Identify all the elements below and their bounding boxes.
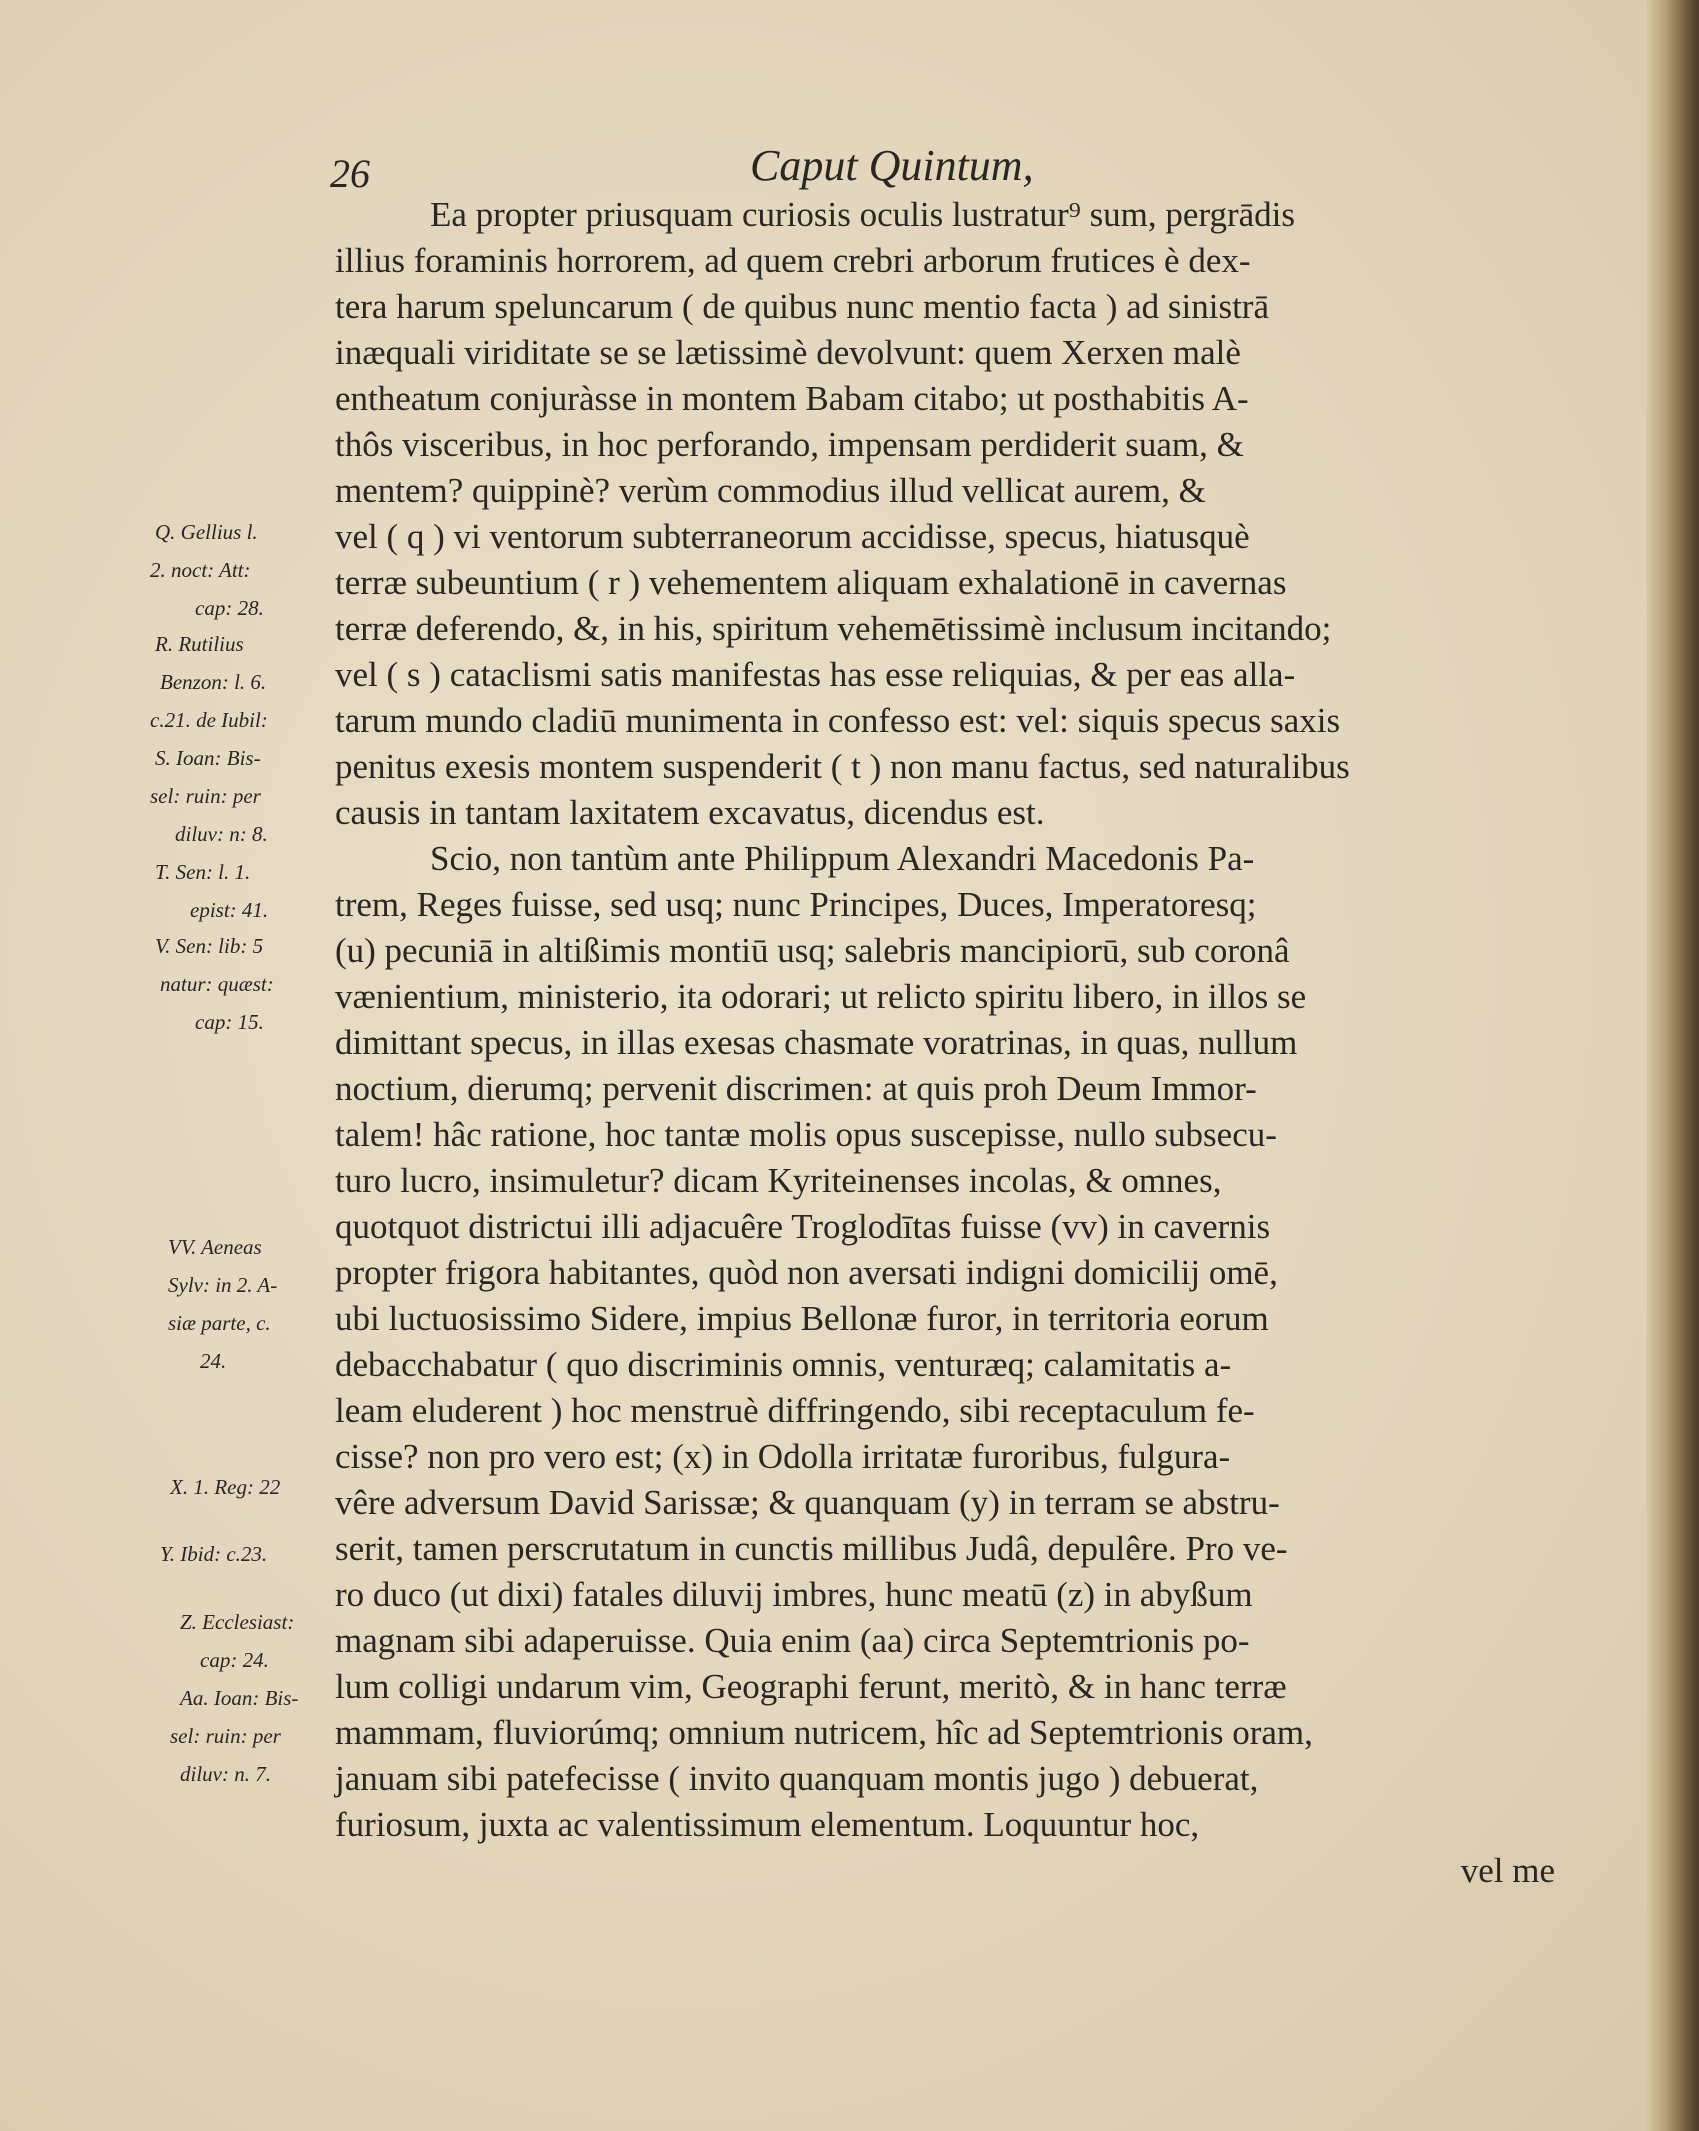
margin-note: R. Rutilius [155, 632, 244, 656]
margin-note: S. Ioan: Bis- [155, 746, 261, 770]
margin-note: Y. Ibid: c.23. [160, 1542, 268, 1566]
text-line: tarum mundo cladiū munimenta in confesso est: vel: siquis specus saxis [335, 701, 1341, 740]
text-line: vænientium, ministerio, ita odorari; ut relicto spiritu libero, in illos se [335, 977, 1307, 1016]
margin-note: diluv: n: 8. [175, 822, 268, 846]
margin-note: cap: 15. [195, 1010, 264, 1034]
margin-note: Benzon: l. 6. [160, 670, 267, 694]
text-line: magnam sibi adaperuisse. Quia enim (aa) circa Septemtrionis po- [335, 1621, 1250, 1660]
margin-note: epist: 41. [190, 898, 269, 922]
text-line: thôs visceribus, in hoc perforando, impensam perdiderit suam, & [335, 425, 1244, 464]
text-line: causis in tantam laxitatem excavatus, dicendus est. [335, 793, 1045, 832]
text-line: lum colligi undarum vim, Geographi ferunt, meritò, & in hanc terræ [335, 1667, 1287, 1706]
text-line: vêre adversum David Sarissæ; & quanquam (y) in terram se abstru- [335, 1483, 1280, 1522]
text-line: furiosum, juxta ac valentissimum elementum. Loquuntur hoc, [335, 1805, 1200, 1844]
text-line: Scio, non tantùm ante Philippum Alexandri Macedonis Pa- [430, 839, 1255, 878]
text-line: entheatum conjuràsse in montem Babam citabo; ut posthabitis A- [335, 379, 1249, 418]
text-line: tera harum speluncarum ( de quibus nunc mentio facta ) ad sinistrā [335, 287, 1269, 326]
margin-note: natur: quæst: [160, 972, 274, 996]
text-line: cisse? non pro vero est; (x) in Odolla irritatæ furoribus, fulgura- [335, 1437, 1231, 1476]
margin-note: Q. Gellius l. [155, 520, 258, 544]
text-line: terræ subeuntium ( r ) vehementem aliquam exhalationē in cavernas [335, 563, 1287, 602]
text-line: ubi luctuosissimo Sidere, impius Bellonæ furor, in territoria eorum [335, 1299, 1269, 1338]
text-line: vel ( q ) vi ventorum subterraneorum accidisse, specus, hiatusquè [335, 517, 1250, 556]
text-line: ro duco (ut dixi) fatales diluvij imbres, hunc meatū (z) in abyßum [335, 1575, 1253, 1614]
margin-note: V. Sen: lib: 5 [155, 934, 264, 958]
margin-note: 24. [200, 1349, 227, 1373]
text-line: penitus exesis montem suspenderit ( t ) non manu factus, sed naturalibus [335, 747, 1350, 786]
book-spine-edge [1647, 0, 1699, 2131]
margin-note: diluv: n. 7. [180, 1762, 271, 1786]
text-line: terræ deferendo, &, in his, spiritum vehemētissimè inclusum incitando; [335, 609, 1332, 648]
body-text [335, 192, 1565, 1894]
text-line: mentem? quippinè? verùm commodius illud vellicat aurem, & [335, 471, 1206, 510]
text-line: mammam, fluviorúmq; omnium nutricem, hîc ad Septemtrionis oram, [335, 1713, 1313, 1752]
text-line: quotquot districtui illi adjacuêre Troglodītas fuisse (vv) in cavernis [335, 1207, 1271, 1246]
page-number: 26 [330, 151, 370, 196]
text-line: talem! hâc ratione, hoc tantæ molis opus suscepisse, nullo subsecu- [335, 1115, 1277, 1154]
catchword: vel me [1460, 1851, 1555, 1890]
margin-note: c.21. de Iubil: [150, 708, 268, 732]
text-line: debacchabatur ( quo discriminis omnis, venturæq; calamitatis a- [335, 1345, 1232, 1384]
margin-note: cap: 28. [195, 596, 264, 620]
running-head: Caput Quintum, [750, 141, 1034, 190]
margin-note: cap: 24. [200, 1648, 269, 1672]
text-line: Ea propter priusquam curiosis oculis lustratur⁹ sum, pergrādis [430, 195, 1296, 234]
margin-note: Z. Ecclesiast: [180, 1610, 295, 1634]
text-line: propter frigora habitantes, quòd non aversati indigni domicilij omē, [335, 1253, 1278, 1292]
margin-note: siæ parte, c. [168, 1311, 271, 1335]
margin-note: sel: ruin: per [150, 784, 261, 808]
text-line: leam eluderent ) hoc menstruè diffringendo, sibi receptaculum fe- [335, 1391, 1255, 1430]
text-line: illius foraminis horrorem, ad quem crebri arborum frutices è dex- [335, 241, 1251, 280]
margin-note: X. 1. Reg: 22 [170, 1475, 281, 1499]
text-line: trem, Reges fuisse, sed usq; nunc Principes, Duces, Imperatoresq; [335, 885, 1257, 924]
text-line: (u) pecuniā in altißimis montiū usq; salebris mancipiorū, sub coronâ [335, 931, 1290, 970]
margin-note: T. Sen: l. 1. [155, 860, 251, 884]
margin-note: 2. noct: Att: [150, 558, 251, 582]
margin-note: Sylv: in 2. A- [168, 1273, 278, 1297]
text-line: dimittant specus, in illas exesas chasmate voratrinas, in quas, nullum [335, 1023, 1298, 1062]
margin-note: sel: ruin: per [170, 1724, 281, 1748]
text-line: inæquali viriditate se se lætissimè devolvunt: quem Xerxen malè [335, 333, 1241, 372]
margin-note: VV. Aeneas [168, 1235, 262, 1259]
text-line: serit, tamen perscrutatum in cunctis millibus Judâ, depulêre. Pro ve- [335, 1529, 1288, 1568]
text-line: januam sibi patefecisse ( invito quanquam montis jugo ) debuerat, [335, 1759, 1259, 1798]
text-line: noctium, dierumq; pervenit discrimen: at quis proh Deum Immor- [335, 1069, 1257, 1108]
text-line: turo lucro, insimuletur? dicam Kyriteinenses incolas, & omnes, [335, 1161, 1222, 1200]
margin-note: Aa. Ioan: Bis- [180, 1686, 299, 1710]
text-line: vel ( s ) cataclismi satis manifestas has esse reliquias, & per eas alla- [335, 655, 1296, 694]
